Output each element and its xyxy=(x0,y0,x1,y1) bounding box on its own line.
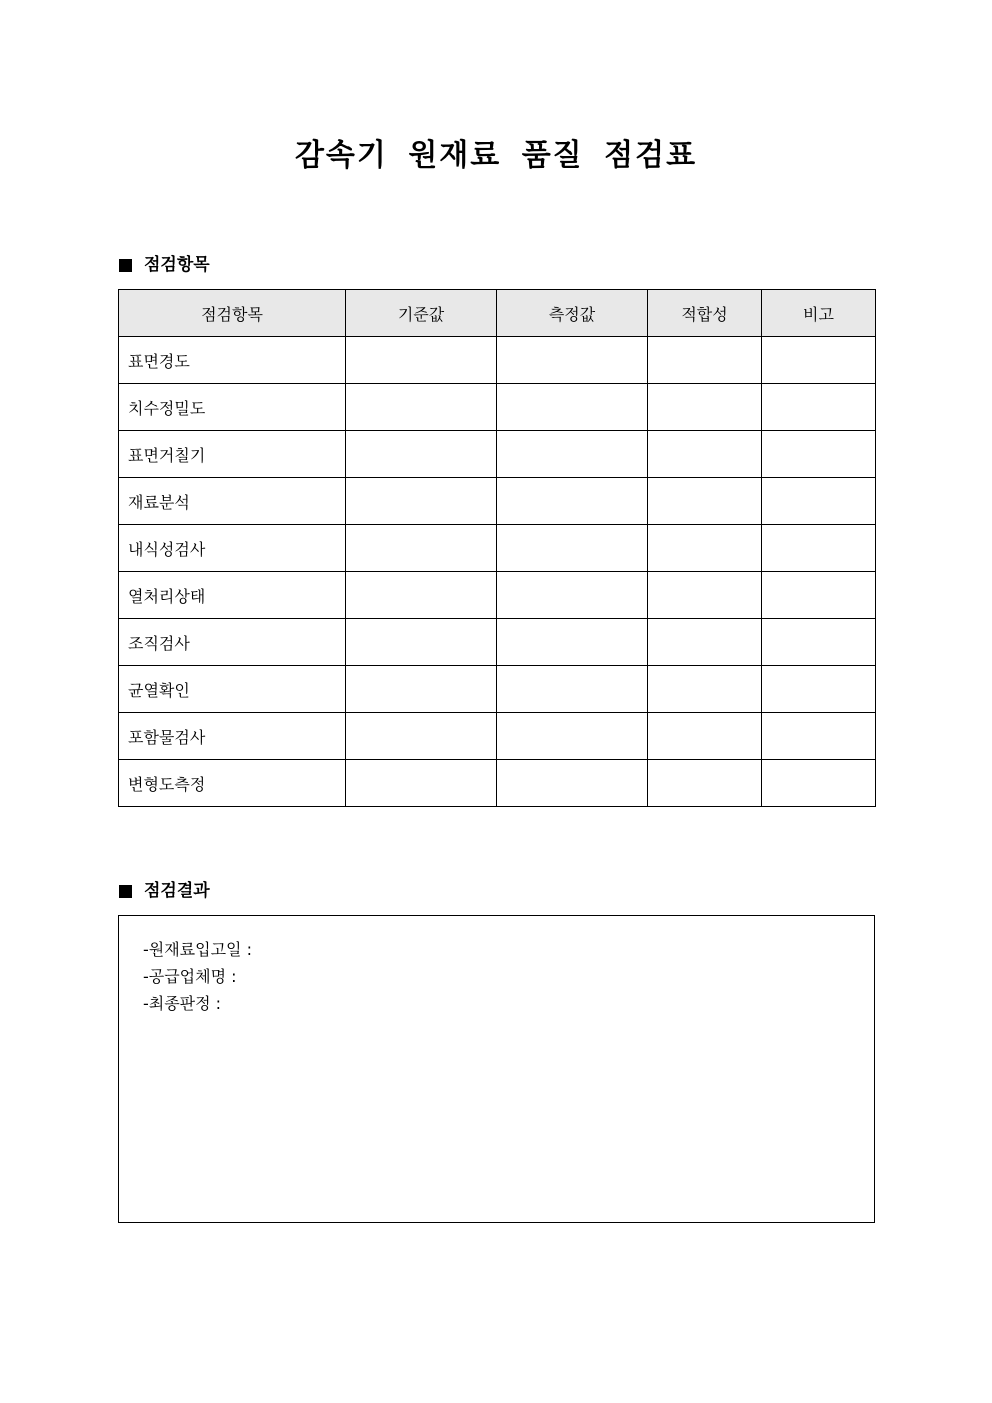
item-name-cell: 치수정밀도 xyxy=(119,384,346,431)
item-name-cell: 포함물검사 xyxy=(119,713,346,760)
result-line-supplier: -공급업체명 : xyxy=(143,967,237,986)
item-name-cell: 내식성검사 xyxy=(119,525,346,572)
measured-value-cell[interactable] xyxy=(497,384,648,431)
measured-value-cell[interactable] xyxy=(497,760,648,807)
standard-value-cell[interactable] xyxy=(346,619,497,666)
measured-value-cell[interactable] xyxy=(497,572,648,619)
section-heading-results xyxy=(119,880,210,902)
remarks-cell[interactable] xyxy=(762,666,876,713)
table-row xyxy=(119,572,876,619)
column-header-measured-value: 측정값 xyxy=(497,290,648,337)
column-header-standard-value: 기준값 xyxy=(346,290,497,337)
checklist-table xyxy=(118,289,876,807)
standard-value-cell[interactable] xyxy=(346,478,497,525)
column-header-conformity: 적합성 xyxy=(648,290,762,337)
item-name-cell: 재료분석 xyxy=(119,478,346,525)
remarks-cell[interactable] xyxy=(762,478,876,525)
table-row xyxy=(119,713,876,760)
conformity-cell[interactable] xyxy=(648,760,762,807)
remarks-cell[interactable] xyxy=(762,713,876,760)
square-bullet-icon xyxy=(119,259,132,272)
conformity-cell[interactable] xyxy=(648,384,762,431)
remarks-cell[interactable] xyxy=(762,431,876,478)
remarks-cell[interactable] xyxy=(762,384,876,431)
standard-value-cell[interactable] xyxy=(346,431,497,478)
result-line-final-judgment: -최종판정 : xyxy=(143,994,222,1013)
result-line-receipt-date: -원재료입고일 : xyxy=(143,940,252,959)
conformity-cell[interactable] xyxy=(648,713,762,760)
section-heading-items xyxy=(119,254,210,276)
measured-value-cell[interactable] xyxy=(497,478,648,525)
conformity-cell[interactable] xyxy=(648,431,762,478)
conformity-cell[interactable] xyxy=(648,666,762,713)
standard-value-cell[interactable] xyxy=(346,666,497,713)
document-title: 감속기 원재료 품질 점검표 xyxy=(294,138,698,173)
measured-value-cell[interactable] xyxy=(497,525,648,572)
table-row xyxy=(119,384,876,431)
conformity-cell[interactable] xyxy=(648,478,762,525)
item-name-cell: 균열확인 xyxy=(119,666,346,713)
column-header-item: 점검항목 xyxy=(119,290,346,337)
measured-value-cell[interactable] xyxy=(497,666,648,713)
conformity-cell[interactable] xyxy=(648,572,762,619)
remarks-cell[interactable] xyxy=(762,619,876,666)
measured-value-cell[interactable] xyxy=(497,619,648,666)
section-heading-label: 점검결과 xyxy=(144,881,210,901)
item-name-cell: 열처리상태 xyxy=(119,572,346,619)
item-name-cell: 조직검사 xyxy=(119,619,346,666)
measured-value-cell[interactable] xyxy=(497,713,648,760)
table-row xyxy=(119,525,876,572)
standard-value-cell[interactable] xyxy=(346,760,497,807)
table-row xyxy=(119,619,876,666)
result-lines xyxy=(143,936,252,1017)
standard-value-cell[interactable] xyxy=(346,713,497,760)
table-row xyxy=(119,431,876,478)
table-row xyxy=(119,666,876,713)
result-box[interactable] xyxy=(118,915,875,1223)
standard-value-cell[interactable] xyxy=(346,337,497,384)
table-row xyxy=(119,478,876,525)
remarks-cell[interactable] xyxy=(762,525,876,572)
remarks-cell[interactable] xyxy=(762,337,876,384)
table-header-row xyxy=(119,290,876,337)
remarks-cell[interactable] xyxy=(762,572,876,619)
item-name-cell: 표면경도 xyxy=(119,337,346,384)
conformity-cell[interactable] xyxy=(648,619,762,666)
column-header-remarks: 비고 xyxy=(762,290,876,337)
item-name-cell: 변형도측정 xyxy=(119,760,346,807)
item-name-cell: 표면거칠기 xyxy=(119,431,346,478)
standard-value-cell[interactable] xyxy=(346,525,497,572)
table-row xyxy=(119,337,876,384)
measured-value-cell[interactable] xyxy=(497,431,648,478)
conformity-cell[interactable] xyxy=(648,525,762,572)
square-bullet-icon xyxy=(119,885,132,898)
remarks-cell[interactable] xyxy=(762,760,876,807)
standard-value-cell[interactable] xyxy=(346,384,497,431)
measured-value-cell[interactable] xyxy=(497,337,648,384)
standard-value-cell[interactable] xyxy=(346,572,497,619)
conformity-cell[interactable] xyxy=(648,337,762,384)
section-heading-label: 점검항목 xyxy=(144,255,210,275)
table-row xyxy=(119,760,876,807)
